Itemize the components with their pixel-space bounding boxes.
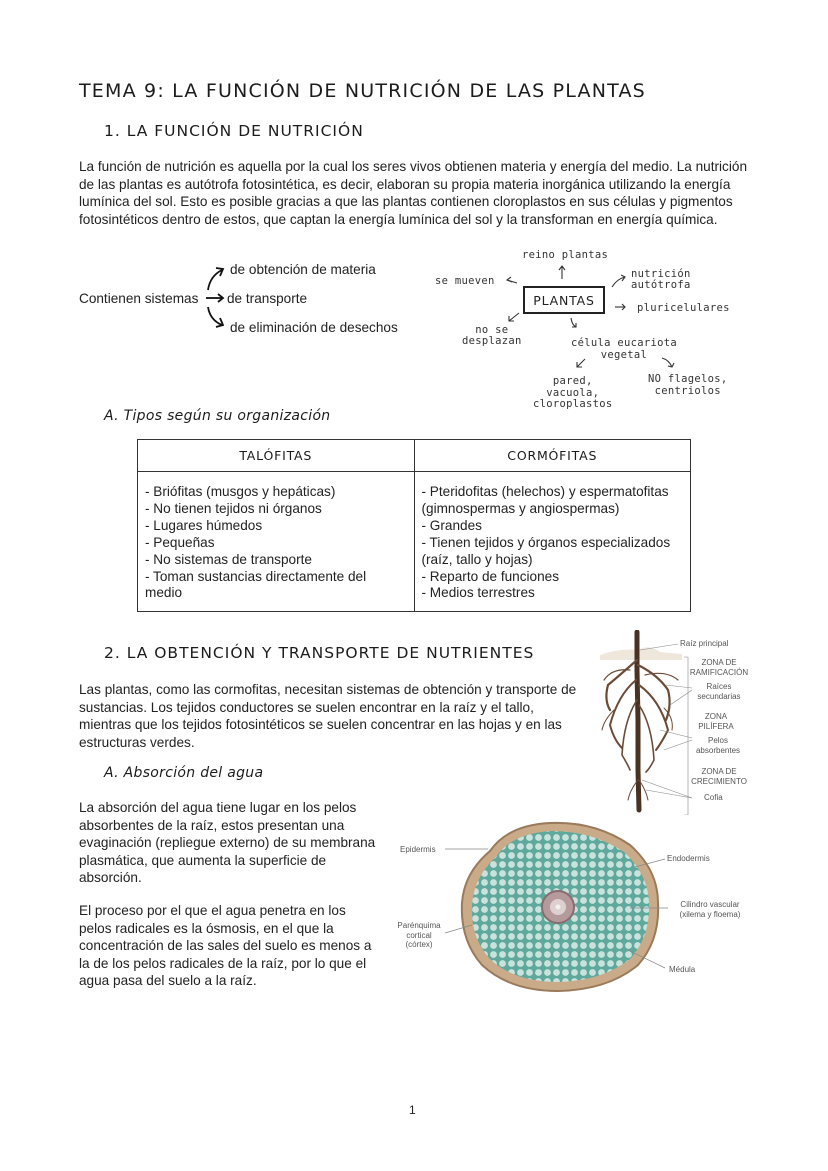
section-1-heading: 1. LA FUNCIÓN DE NUTRICIÓN <box>104 122 364 140</box>
mindmap-node-line: célula eucariota <box>571 337 677 349</box>
table-line: - Toman sustancias directamente del <box>145 568 367 584</box>
mindmap-node: se mueven <box>435 275 495 287</box>
table-header-row <box>138 440 691 472</box>
table-line: - Pequeñas <box>145 534 215 550</box>
mindmap-center: PLANTAS <box>523 286 605 314</box>
table-row <box>138 472 691 612</box>
label-secondary-roots: Raíces secundarias <box>697 682 741 701</box>
table-line: (gimnospermas y angiospermas) <box>421 500 620 516</box>
label-main-root: Raíz principal <box>680 639 729 648</box>
table-line: - Pteridofitas (helechos) y espermatofitas <box>421 484 669 499</box>
table-line: - Tienen tejidos y órganos especializados <box>421 534 671 550</box>
mindmap-node-line: no se <box>475 324 509 336</box>
table-header-talofitas: TALÓFITAS <box>138 440 415 472</box>
mindmap-node: pluricelulares <box>637 302 730 314</box>
table-line: - Lugares húmedos <box>145 517 263 533</box>
page-title: TEMA 9: LA FUNCIÓN DE NUTRICIÓN DE LAS PLANTAS <box>79 80 646 102</box>
mindmap-node-line: pared, <box>552 375 593 387</box>
section-2-paragraph: Las plantas, como las cormofitas, necesitan sistemas de obtención y transporte de sustancias. Los tejidos conductores se suelen encontrar en la raíz y el tallo, mientras que los tejidos fotosintéticos se suelen concentrar en las hojas y en las estructuras verdes. <box>79 682 577 750</box>
mindmap-node-line: autótrofa <box>631 279 691 291</box>
label-epidermis: Epidermis <box>400 845 436 854</box>
page-number: 1 <box>409 1103 416 1117</box>
label-zone-ramification: ZONA DE RAMIFICACIÓN <box>689 658 749 677</box>
section-1-paragraph: La función de nutrición es aquella por la cual los seres vivos obtienen materia y energía del medio. La nutrición de las plantas es autótrofa fotosintética, es decir, elaboran su propia materia inorgánica utilizando la energía lumínica del sol. Esto es posible gracias a que las plantas contienen cloroplastos en sus células y pigmentos fotosintéticos dentro de estos, que captan la energía lumínica del sol y la transforman en energía química. <box>79 159 747 227</box>
section-2-heading: 2. LA OBTENCIÓN Y TRANSPORTE DE NUTRIENTES <box>104 644 535 662</box>
label-vascular-cylinder: Cilindro vascular (xilema y floema) <box>679 900 741 919</box>
mindmap-node: reino plantas <box>522 249 609 261</box>
system-item: de eliminación de desechos <box>230 320 398 335</box>
table-line: - No tienen tejidos ni órganos <box>145 500 322 516</box>
mindmap-node-line: centriolos <box>654 385 721 397</box>
label-endodermis: Endodermis <box>667 854 710 863</box>
label-absorbent-hairs: Pelos absorbentes <box>695 736 741 755</box>
table-line: - Reparto de funciones <box>421 568 560 584</box>
mindmap-node-line: vegetal <box>600 349 648 361</box>
organization-types-table <box>137 439 691 612</box>
system-item: de transporte <box>227 291 308 306</box>
table-line: - Medios terrestres <box>421 585 535 601</box>
table-line: - No sistemas de transporte <box>145 551 312 567</box>
label-zone-growth: ZONA DE CRECIMIENTO <box>691 767 747 786</box>
mindmap-node-line: vacuola, <box>546 386 600 399</box>
mindmap-node-line: NO flagelos, <box>648 373 728 385</box>
table-line: - Grandes <box>421 517 482 533</box>
subsection-2a-heading: A. Absorción del agua <box>104 765 264 781</box>
root-cross-section-figure <box>390 815 750 995</box>
system-item: de obtención de materia <box>230 262 376 277</box>
table-line: - Briófitas (musgos y hepáticas) <box>145 484 336 499</box>
mindmap-node-line: cloroplastos <box>533 398 613 410</box>
mindmap-node-line: desplazan <box>462 335 522 347</box>
label-medulla: Médula <box>669 965 696 974</box>
root-diagram-figure <box>600 630 750 815</box>
branch-arrows-icon <box>200 262 232 332</box>
absorption-paragraph-1: La absorción del agua tiene lugar en los pelos absorbentes de la raíz, estos presentan una evaginación (repliegue externo) de su membrana plasmática, que aumenta la superficie de absorción. <box>79 800 376 886</box>
absorption-paragraph-2: El proceso por el que el agua penetra en los pelos radicales es la ósmosis, en el que la concentración de las sales del suelo es menos a la de los pelos radicales de la raíz, por lo que el agua pasa del suelo a la raíz. <box>79 903 372 989</box>
label-root-cap: Cofia <box>704 793 723 802</box>
table-cell-cormofitas <box>414 472 691 612</box>
table-header-cormofitas: CORMÓFITAS <box>414 440 691 472</box>
subsection-a-heading: A. Tipos según su organización <box>104 408 331 424</box>
mindmap-arrows-icon <box>425 245 745 395</box>
label-zone-pilifera: ZONA PILÍFERA <box>698 712 734 731</box>
table-line: (raíz, tallo y hojas) <box>421 551 533 567</box>
systems-lead: Contienen sistemas <box>79 291 199 306</box>
table-line: medio <box>145 585 183 601</box>
table-cell-talofitas <box>138 472 415 612</box>
label-cortical-parenchyma: Parénquima cortical (córtex) <box>397 921 441 949</box>
mindmap-node-line: nutrición <box>631 268 691 280</box>
